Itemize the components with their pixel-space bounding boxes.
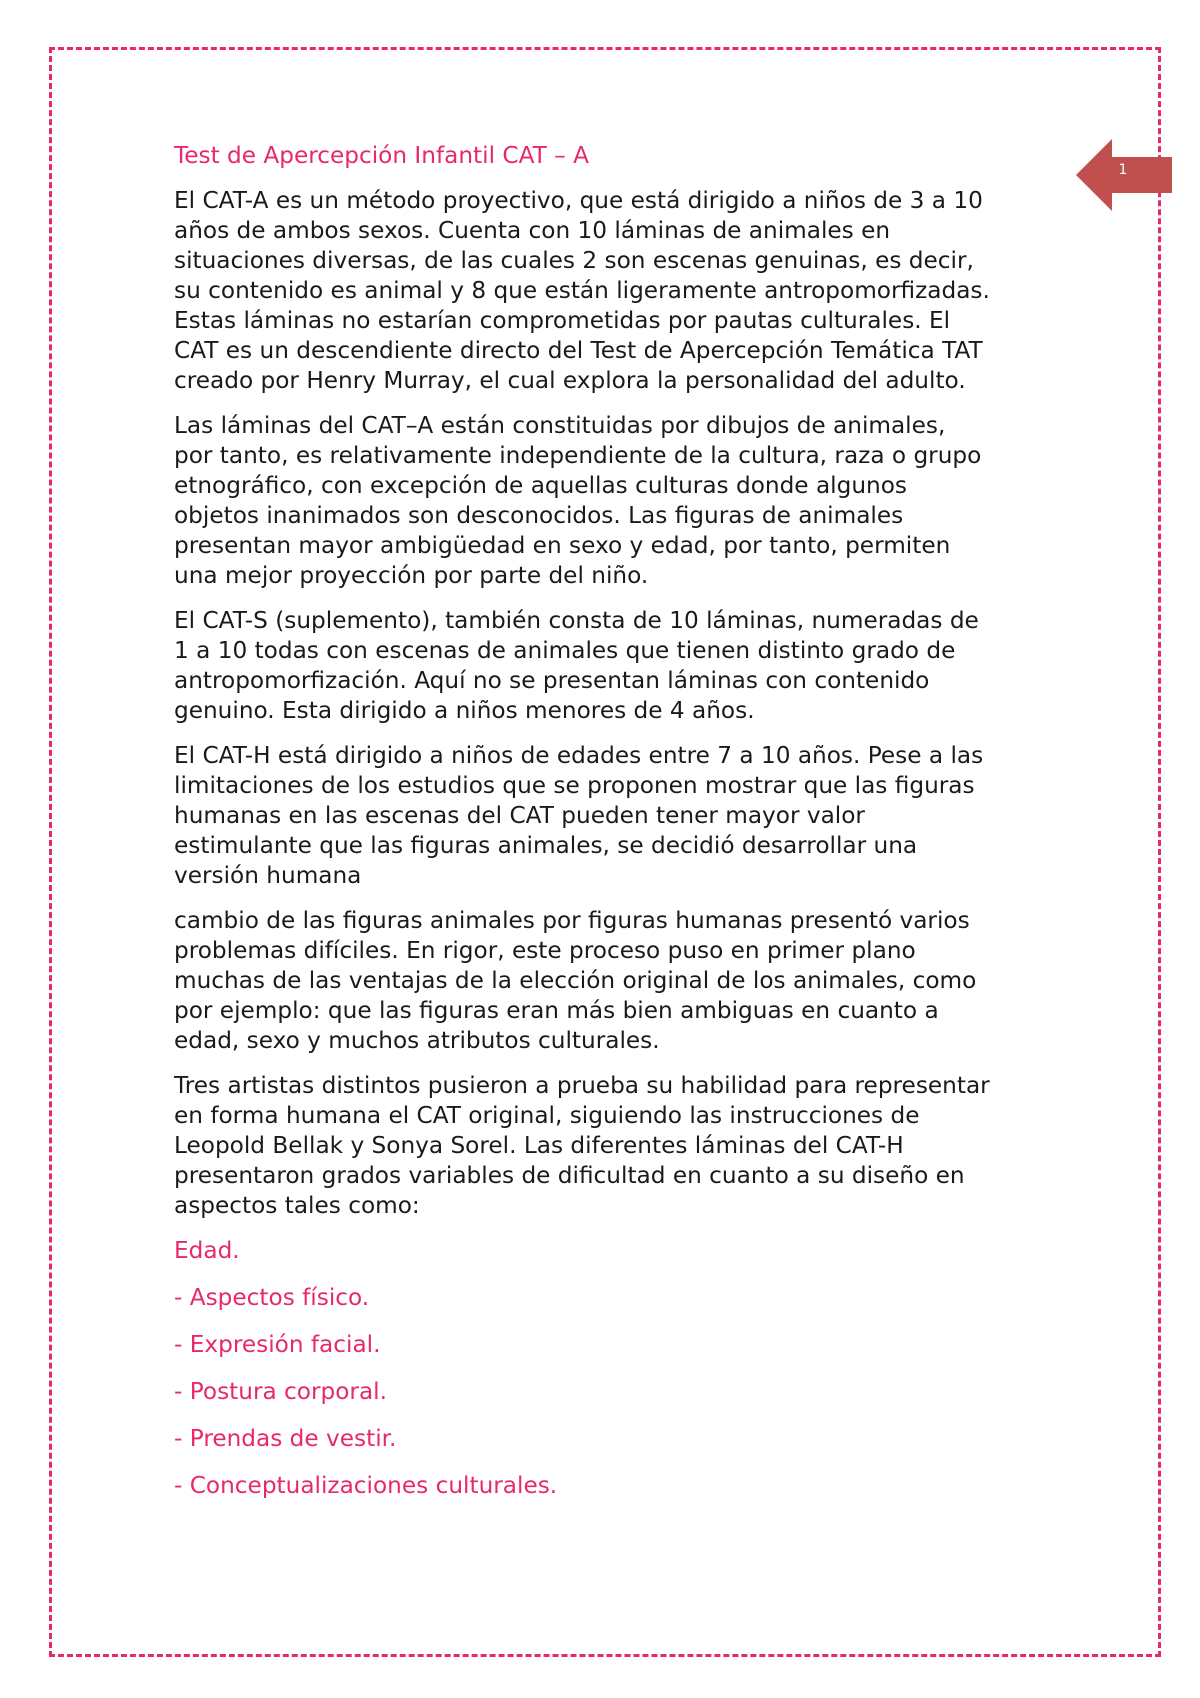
paragraph-line: su contenido es animal y 8 que están ligeramente antropomorfizadas. xyxy=(174,277,990,304)
paragraph-line: CAT es un descendiente directo del Test de Apercepción Temática TAT xyxy=(174,337,983,364)
list-item: - Conceptualizaciones culturales. xyxy=(174,1472,558,1499)
paragraph-line: etnográfico, con excepción de aquellas culturas donde algunos xyxy=(174,472,907,499)
paragraph xyxy=(174,741,1054,891)
paragraph-line: limitaciones de los estudios que se proponen mostrar que las figuras xyxy=(174,772,975,799)
paragraph-line: genuino. Esta dirigido a niños menores de 4 años. xyxy=(174,697,755,724)
paragraph-line: Leopold Bellak y Sonya Sorel. Las diferentes láminas del CAT-H xyxy=(174,1132,904,1159)
paragraph-line: por ejemplo: que las figuras eran más bien ambiguas en cuanto a xyxy=(174,997,939,1024)
paragraph-line: presentaron grados variables de dificultad en cuanto a su diseño en xyxy=(174,1162,965,1189)
paragraph xyxy=(174,1071,1054,1221)
list-item: - Prendas de vestir. xyxy=(174,1425,397,1452)
paragraph-line: humanas en las escenas del CAT pueden tener mayor valor xyxy=(174,802,865,829)
paragraph xyxy=(174,411,1054,591)
list-item: Edad. xyxy=(174,1237,240,1264)
paragraph-line: Estas láminas no estarían comprometidas por pautas culturales. El xyxy=(174,307,951,334)
paragraph xyxy=(174,186,1054,396)
paragraph-line: problemas difíciles. En rigor, este proceso puso en primer plano xyxy=(174,937,916,964)
paragraph-line: 1 a 10 todas con escenas de animales que tienen distinto grado de xyxy=(174,637,956,664)
paragraph-line: antropomorfización. Aquí no se presentan láminas con contenido xyxy=(174,667,930,694)
paragraph-line: edad, sexo y muchos atributos culturales. xyxy=(174,1027,660,1054)
paragraph-line: El CAT-H está dirigido a niños de edades entre 7 a 10 años. Pese a las xyxy=(174,742,984,769)
paragraph-line: una mejor proyección por parte del niño. xyxy=(174,562,649,589)
paragraph-line: versión humana xyxy=(174,862,362,889)
paragraph-line: objetos inanimados son desconocidos. Las figuras de animales xyxy=(174,502,904,529)
aspects-list xyxy=(174,1236,1054,1501)
paragraph-line: situaciones diversas, de las cuales 2 son escenas genuinas, es decir, xyxy=(174,247,974,274)
paragraph-line: muchas de las ventajas de la elección original de los animales, como xyxy=(174,967,977,994)
paragraph-line: aspectos tales como: xyxy=(174,1192,420,1219)
page-number: 1 xyxy=(1118,162,1128,178)
paragraph-line: Las láminas del CAT–A están constituidas por dibujos de animales, xyxy=(174,412,946,439)
paragraph-line: El CAT-A es un método proyectivo, que está dirigido a niños de 3 a 10 xyxy=(174,187,983,214)
paragraph-line: cambio de las figuras animales por figuras humanas presentó varios xyxy=(174,907,970,934)
paragraph xyxy=(174,906,1054,1056)
list-item: - Aspectos físico. xyxy=(174,1284,370,1311)
paragraph-container xyxy=(174,186,1054,1221)
list-item: - Postura corporal. xyxy=(174,1378,387,1405)
document-title: Test de Apercepción Infantil CAT – A xyxy=(174,142,589,169)
list-item: - Expresión facial. xyxy=(174,1331,381,1358)
paragraph xyxy=(174,606,1054,726)
paragraph-line: años de ambos sexos. Cuenta con 10 láminas de animales en xyxy=(174,217,891,244)
paragraph-line: creado por Henry Murray, el cual explora la personalidad del adulto. xyxy=(174,367,966,394)
paragraph-line: por tanto, es relativamente independiente de la cultura, raza o grupo xyxy=(174,442,982,469)
paragraph-line: El CAT-S (suplemento), también consta de 10 láminas, numeradas de xyxy=(174,607,979,634)
paragraph-line: presentan mayor ambigüedad en sexo y edad, por tanto, permiten xyxy=(174,532,951,559)
document-body xyxy=(174,141,1054,1518)
paragraph-line: en forma humana el CAT original, siguiendo las instrucciones de xyxy=(174,1102,920,1129)
paragraph-line: estimulante que las figuras animales, se decidió desarrollar una xyxy=(174,832,918,859)
paragraph-line: Tres artistas distintos pusieron a prueba su habilidad para representar xyxy=(174,1072,990,1099)
